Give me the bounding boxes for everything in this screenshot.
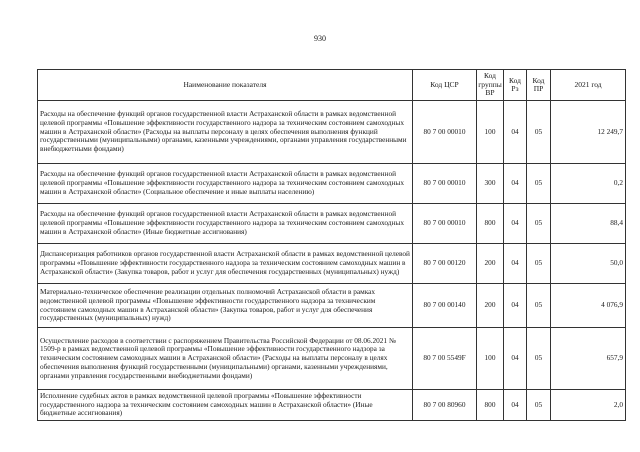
row-csr: 80 7 00 00120 (413, 244, 477, 284)
table-row (38, 390, 626, 421)
row-csr: 80 7 00 00010 (413, 164, 477, 204)
row-vr: 200 (477, 244, 504, 284)
row-pr: 05 (527, 164, 551, 204)
row-vr: 800 (477, 204, 504, 244)
row-amount: 657,9 (551, 328, 626, 390)
row-amount: 50,0 (551, 244, 626, 284)
row-rz: 04 (504, 390, 527, 421)
row-name: Исполнение судебных актов в рамках ведомственной целевой программы «Повышение эффективности государственного надзора за техническим состоянием самоходных машин в Астраханской области» (Иные бюджетные ассигнования) (38, 390, 413, 421)
row-pr: 05 (527, 244, 551, 284)
row-vr: 100 (477, 101, 504, 164)
page-number: 930 (314, 34, 326, 43)
row-name: Материально-техническое обеспечение реализации отдельных полномочий Астраханской области в рамках ведомственной целевой программы «Повышение эффективности государственного надзора за техническим состоянием самоходных машин в Астраханской области» (Закупка товаров, работ и услуг для обеспечения государственных (муниципальных) нужд) (38, 284, 413, 328)
table-row (38, 101, 626, 164)
row-rz: 04 (504, 328, 527, 390)
row-rz: 04 (504, 164, 527, 204)
row-name: Осуществление расходов в соответствии с распоряжением Правительства Российской Федерации от 08.06.2021 № 1509-р в рамках ведомственной целевой программы «Повышение эффективности государственного надзора за техническим состоянием самоходных машин в Астраханской области» (Расходы на выплаты персоналу в целях обеспечения выполнения функций государственными (муниципальными) органами, казенными учреждениями, органами управления государственными внебюджетными фондами) (38, 328, 413, 390)
row-name: Расходы на обеспечение функций органов государственной власти Астраханской области в рамках ведомственной целевой программы «Повышение эффективности государственного надзора за техническим состоянием самоходных машин в Астраханской области» (Иные бюджетные ассигнования) (38, 204, 413, 244)
row-vr: 800 (477, 390, 504, 421)
row-pr: 05 (527, 101, 551, 164)
table-row (38, 164, 626, 204)
row-amount: 4 076,9 (551, 284, 626, 328)
row-pr: 05 (527, 390, 551, 421)
header-rz: Код Рз (504, 70, 527, 101)
row-amount: 2,0 (551, 390, 626, 421)
header-csr: Код ЦСР (413, 70, 477, 101)
row-csr: 80 7 00 5549F (413, 328, 477, 390)
budget-table (37, 69, 626, 421)
row-pr: 05 (527, 284, 551, 328)
row-amount: 88,4 (551, 204, 626, 244)
table-row (38, 244, 626, 284)
row-rz: 04 (504, 284, 527, 328)
row-amount: 0,2 (551, 164, 626, 204)
table-header-row (38, 70, 626, 101)
row-csr: 80 7 00 00140 (413, 284, 477, 328)
header-vr: Код группы ВР (477, 70, 504, 101)
row-pr: 05 (527, 204, 551, 244)
header-pr: Код ПР (527, 70, 551, 101)
header-year: 2021 год (551, 70, 626, 101)
row-name: Диспансеризация работников органов государственной власти Астраханской области в рамках ведомственной целевой программы «Повышение эффективности государственного надзора за техническим состоянием самоходных машин в Астраханской области» (Закупка товаров, работ и услуг для обеспечения государственных (муниципальных) нужд) (38, 244, 413, 284)
row-rz: 04 (504, 244, 527, 284)
row-amount: 12 249,7 (551, 101, 626, 164)
table-row (38, 284, 626, 328)
row-csr: 80 7 00 00010 (413, 204, 477, 244)
row-pr: 05 (527, 328, 551, 390)
row-name: Расходы на обеспечение функций органов государственной власти Астраханской области в рамках ведомственной целевой программы «Повышение эффективности государственного надзора за техническим состоянием самоходных машин в Астраханской области» (Расходы на выплаты персоналу в целях обеспечения выполнения функций государственными (муниципальными) органами, казенными учреждениями, органами управления государственными внебюджетными фондами) (38, 101, 413, 164)
table-row (38, 328, 626, 390)
row-csr: 80 7 00 80960 (413, 390, 477, 421)
table-row (38, 204, 626, 244)
row-csr: 80 7 00 00010 (413, 101, 477, 164)
row-vr: 300 (477, 164, 504, 204)
header-name: Наименование показателя (38, 70, 413, 101)
row-vr: 200 (477, 284, 504, 328)
row-rz: 04 (504, 204, 527, 244)
row-name: Расходы на обеспечение функций органов государственной власти Астраханской области в рамках ведомственной целевой программы «Повышение эффективности государственного надзора за техническим состоянием самоходных машин в Астраханской области» (Социальное обеспечение и иные выплаты населению) (38, 164, 413, 204)
row-vr: 100 (477, 328, 504, 390)
row-rz: 04 (504, 101, 527, 164)
